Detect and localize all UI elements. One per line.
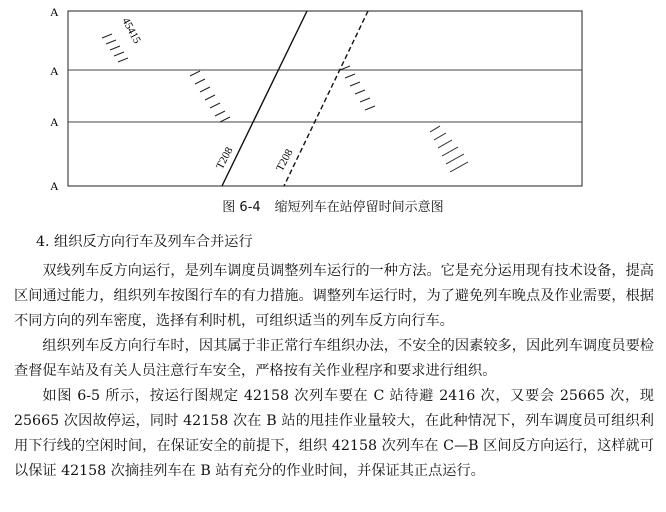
train-label-45415: 45415 (119, 15, 143, 46)
train-diagram (0, 0, 666, 200)
train-line-t208-solid (222, 11, 307, 186)
station-label: A (50, 5, 59, 19)
station-label: A (50, 115, 59, 129)
train-line-t208-dashed (284, 11, 368, 186)
paragraph: 双线列车反方向运行，是列车调度员调整列车运行的一种方法。它是充分运用现有技术设备，提高区间通过能力，组织列车按图行车的有力措施。调整列车运行时，为了避免列车晚点及作业需要，根据不同方向的列车密度，选择有利时机，可组织适当的列车反方向行车。 (14, 263, 654, 329)
station-label: A (50, 179, 59, 193)
section-body (14, 230, 654, 484)
paragraph: 组织列车反方向行车时，因其属于非正常行车组织办法，不安全的因素较多，因此列车调度员要检查督促车站及有关人员注意行车安全，严格按有关作业程序和要求进行组织。 (14, 338, 654, 379)
train-path-hatched-middle (190, 71, 230, 122)
section-heading: 4. 组织反方向行车及列车合并运行 (36, 234, 253, 250)
diagram-frame (68, 11, 582, 186)
figure-caption (0, 199, 666, 217)
train-path-hatched-right (340, 66, 375, 110)
station-label: A (50, 64, 59, 78)
figure-number: 图 6-4 (222, 200, 261, 215)
paragraph: 如图 6-5 所示，按运行图规定 42158 次列车要在 C 站待避 2416 次，又要会 25665 次，现 25665 次因故停运，同时 42158 次在 B 站的甩挂作业量较大，在此种情况下，列车调度员可组织利用下行线的空闲时间，在保证安全的前提下，组织 42158 次列车在 C—B 区间反方向运行，这样就可以保证 42158 次摘挂列车在 B 站有充分的作业时间，并保证其正点运行。 (14, 388, 654, 479)
figure-title: 缩短列车在站停留时间示意图 (274, 200, 444, 215)
train-path-hatched-lower-right (430, 126, 468, 172)
train-label-t208-solid: T208 (214, 145, 236, 172)
train-path-45415 (102, 34, 128, 62)
train-label-t208-dashed: T208 (274, 147, 296, 174)
